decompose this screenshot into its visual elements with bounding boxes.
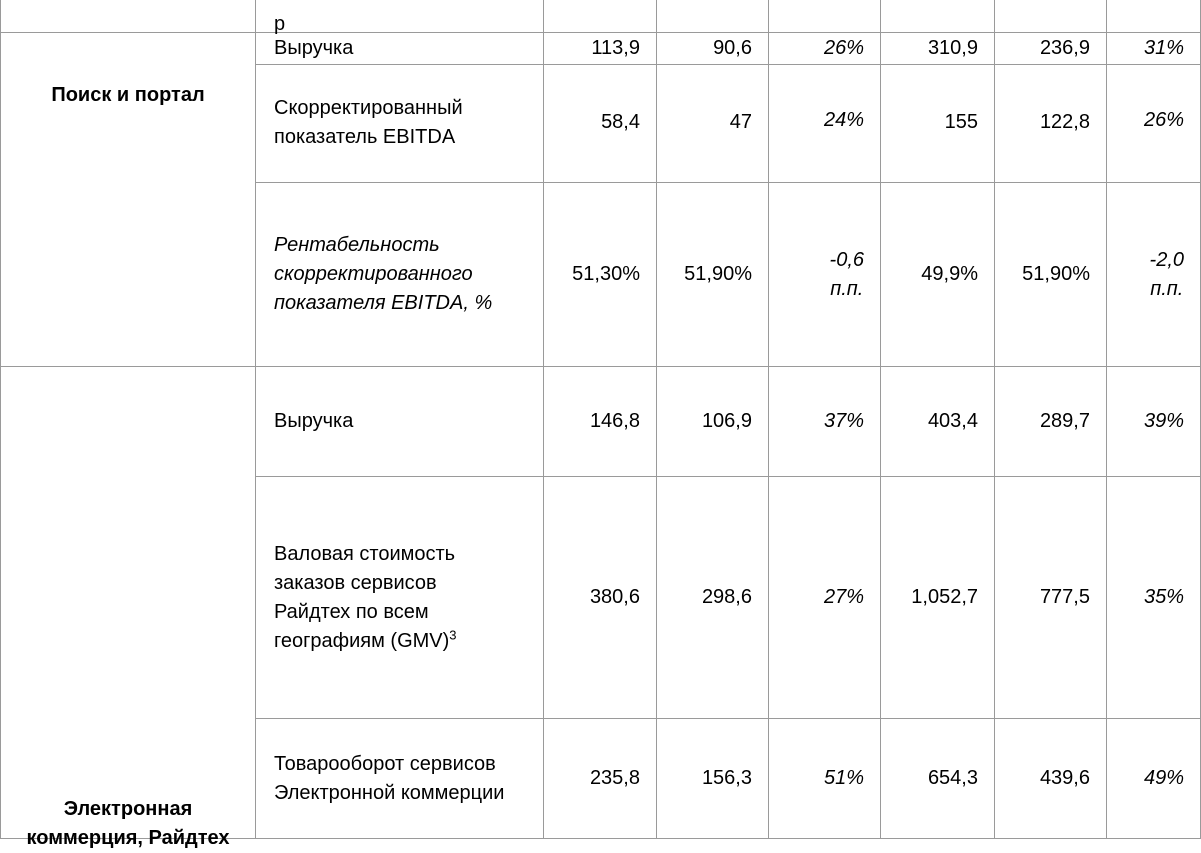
value-cell: 156,3 — [657, 719, 769, 839]
value-cell — [769, 0, 881, 33]
growth-cell: 35% — [1107, 477, 1201, 719]
metric-label-line: географиям (GMV)$^3$ — [274, 626, 457, 652]
metric-label-line: скорректированного — [274, 263, 473, 285]
value-cell: 439,6 — [995, 719, 1107, 839]
value-cell: 47 — [657, 65, 769, 183]
table-row — [1, 367, 1201, 477]
metric-label-line: Райдтех по всем — [274, 600, 429, 623]
value-cell: 298,6 — [657, 477, 769, 719]
growth-cell — [769, 183, 881, 367]
growth-cell: 24% — [769, 65, 881, 183]
metric-label-line: Электронной коммерции — [274, 782, 505, 804]
value-cell: 310,9 — [881, 33, 995, 65]
growth-cell: 49% — [1107, 719, 1201, 839]
metric-label-line: Рентабельность — [274, 234, 440, 256]
table-row — [1, 33, 1201, 65]
segment-cell-empty — [1, 0, 256, 33]
growth-line: п.п. — [1150, 277, 1184, 300]
growth-cell: 31% — [1107, 33, 1201, 65]
value-cell: 654,3 — [881, 719, 995, 839]
value-cell: 122,8 — [995, 65, 1107, 183]
value-cell: 51,90% — [657, 183, 769, 367]
value-cell — [881, 0, 995, 33]
metric-label: Выручка — [256, 367, 544, 477]
value-cell: 777,5 — [995, 477, 1107, 719]
growth-cell: 37% — [769, 367, 881, 477]
metric-label-line: Валовая стоимость — [274, 542, 456, 565]
segment-name: Поиск и портал — [1, 33, 256, 367]
metric-label-line: показатель EBITDA — [274, 126, 456, 148]
growth-cell: 26% — [1107, 65, 1201, 183]
value-cell: 146,8 — [544, 367, 657, 477]
growth-line: -2,0 — [1149, 248, 1184, 271]
growth-cell: 51% — [769, 719, 881, 839]
metric-label — [256, 183, 544, 367]
value-cell: 236,9 — [995, 33, 1107, 65]
footnote-marker: 3 — [449, 626, 457, 642]
value-cell: 113,9 — [544, 33, 657, 65]
metric-label-partial: р — [256, 0, 544, 33]
segment-name-line: Электронная — [63, 798, 193, 820]
value-cell: 235,8 — [544, 719, 657, 839]
growth-line: -0,6 — [829, 248, 864, 271]
growth-cell: 39% — [1107, 367, 1201, 477]
value-cell: 49,9% — [881, 183, 995, 367]
value-cell — [1107, 0, 1201, 33]
value-cell — [995, 0, 1107, 33]
value-cell: 51,90% — [995, 183, 1107, 367]
value-cell: 380,6 — [544, 477, 657, 719]
segment-name-line: коммерция, Райдтех — [26, 827, 230, 849]
value-cell: 289,7 — [995, 367, 1107, 477]
growth-cell: 26% — [769, 33, 881, 65]
value-cell: 51,30% — [544, 183, 657, 367]
metric-label — [256, 65, 544, 183]
value-cell — [544, 0, 657, 33]
metric-label — [256, 477, 544, 719]
segment-name — [1, 367, 256, 849]
value-cell — [657, 0, 769, 33]
growth-line: п.п. — [830, 277, 864, 300]
value-cell: 58,4 — [544, 65, 657, 183]
value-cell: 155 — [881, 65, 995, 183]
value-cell: 1,052,7 — [881, 477, 995, 719]
metric-label-line: заказов сервисов — [274, 571, 437, 594]
value-cell: 90,6 — [657, 33, 769, 65]
metric-label-line: показателя EBITDA, % — [274, 292, 493, 314]
value-cell: 106,9 — [657, 367, 769, 477]
table-row — [1, 0, 1201, 33]
growth-cell: 27% — [769, 477, 881, 719]
metric-label — [256, 719, 544, 839]
value-cell: 403,4 — [881, 367, 995, 477]
metric-label-line: Скорректированный — [274, 97, 463, 119]
metric-label-line: Товарооборот сервисов — [274, 753, 496, 775]
growth-cell — [1107, 183, 1201, 367]
metric-label: Выручка — [256, 33, 544, 65]
